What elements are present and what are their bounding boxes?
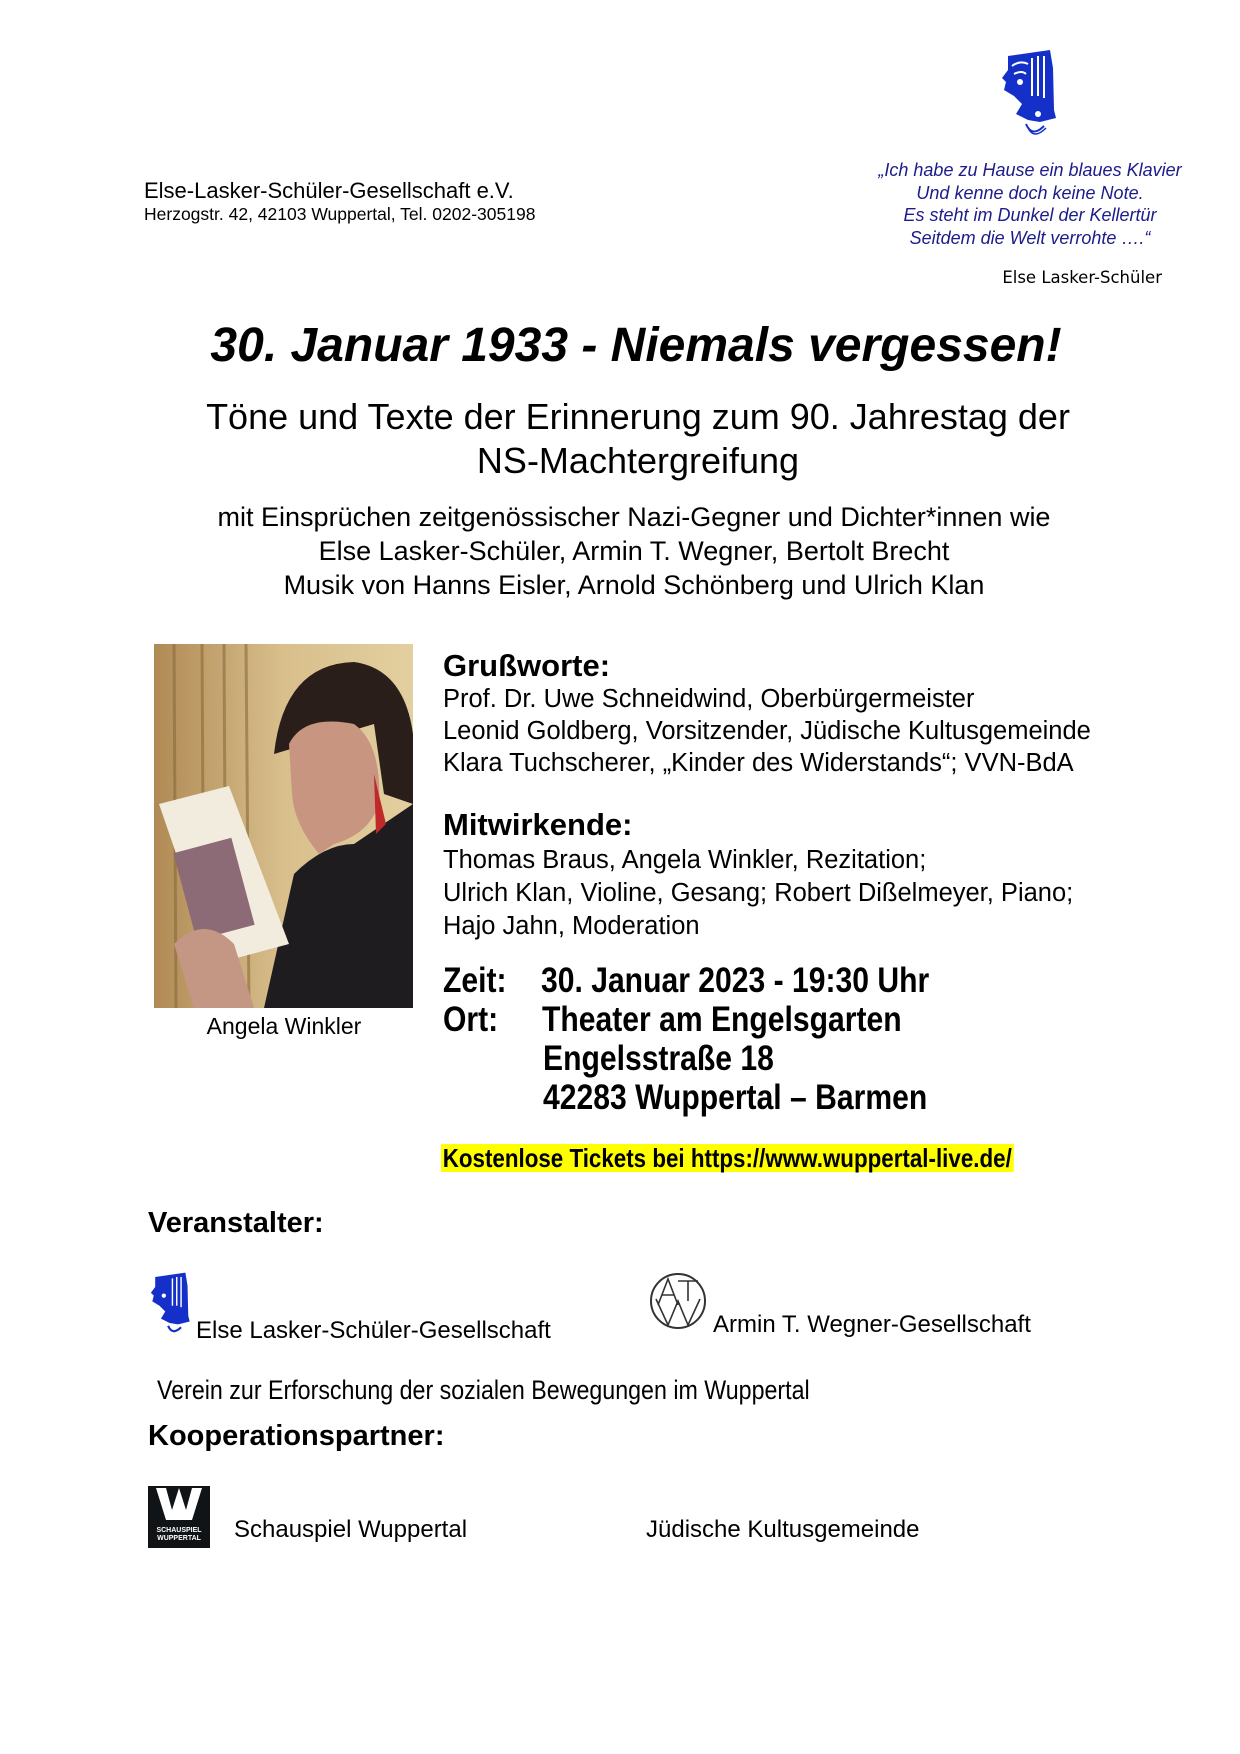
grussworte-heading: Grußworte: (443, 648, 611, 683)
place-line: Engelsstraße 18 (543, 1039, 774, 1078)
angela-winkler-photo (154, 644, 413, 1008)
logo-text: SCHAUSPIEL (156, 1527, 202, 1534)
quote-line: Es steht im Dunkel der Kellertür (903, 205, 1157, 225)
place-line: Theater am Engelsgarten (542, 1000, 902, 1039)
mitwirkende-line: Ulrich Klan, Violine, Gesang; Robert Dißelmeyer, Piano; (443, 879, 1074, 907)
partner-schauspiel: Schauspiel Wuppertal (234, 1516, 468, 1543)
intro-line: mit Einsprüchen zeitgenössischer Nazi-Gegner und Dichter*innen wie (217, 502, 1051, 532)
schauspiel-wuppertal-logo (148, 1486, 210, 1548)
grussworte-line: Klara Tuchscherer, „Kinder des Widerstands“; VVN-BdA (443, 749, 1074, 777)
organizer-verein: Verein zur Erforschung der sozialen Bewegungen im Wuppertal (157, 1375, 810, 1405)
time-label: Zeit: (443, 961, 507, 1000)
organizer-atw: Armin T. Wegner-Gesellschaft (713, 1311, 1031, 1338)
mitwirkende-heading: Mitwirkende: (443, 807, 633, 842)
subtitle-line: NS-Machtergreifung (476, 440, 800, 481)
quote-line: „Ich habe zu Hause ein blaues Klavier (878, 160, 1182, 180)
mitwirkende-line: Hajo Jahn, Moderation (443, 912, 700, 940)
tickets-link[interactable]: Kostenlose Tickets bei https://www.wuppertal-live.de/ (442, 1143, 1012, 1173)
quote-line: Seitdem die Welt verrohte ….“ (909, 228, 1151, 248)
quote-line: Und kenne doch keine Note. (916, 183, 1144, 203)
else-lasker-schueler-small-logo-icon (148, 1270, 194, 1340)
place-line: 42283 Wuppertal – Barmen (543, 1078, 928, 1117)
else-lasker-schueler-logo-icon (998, 48, 1062, 142)
time-value: 30. Januar 2023 - 19:30 Uhr (541, 961, 930, 1000)
grussworte-line: Prof. Dr. Uwe Schneidwind, Oberbürgermeister (443, 685, 975, 713)
place-label: Ort: (443, 1000, 499, 1039)
org-address: Herzogstr. 42, 42103 Wuppertal, Tel. 0202-305198 (144, 204, 536, 224)
photo-caption: Angela Winkler (206, 1013, 362, 1039)
subtitle-line: Töne und Texte der Erinnerung zum 90. Jahrestag der (206, 396, 1070, 437)
partner-juedische-kultusgemeinde: Jüdische Kultusgemeinde (646, 1516, 920, 1543)
intro-line: Else Lasker-Schüler, Armin T. Wegner, Bertolt Brecht (318, 536, 950, 566)
w-logo-icon (156, 1488, 202, 1520)
quote-author: Else Lasker-Schüler (1002, 268, 1162, 287)
partners-heading: Kooperationspartner: (148, 1420, 445, 1452)
logo-text: WUPPERTAL (157, 1535, 201, 1542)
org-name: Else-Lasker-Schüler-Gesellschaft e.V. (144, 178, 514, 203)
mitwirkende-line: Thomas Braus, Angela Winkler, Rezitation; (443, 846, 927, 874)
armin-t-wegner-logo-icon (648, 1271, 708, 1331)
organizer-els: Else Lasker-Schüler-Gesellschaft (196, 1317, 551, 1344)
grussworte-line: Leonid Goldberg, Vorsitzender, Jüdische Kultusgemeinde (443, 717, 1091, 745)
organizers-heading: Veranstalter: (148, 1207, 324, 1239)
page-title: 30. Januar 1933 - Niemals vergessen! (210, 319, 1062, 372)
intro-line: Musik von Hanns Eisler, Arnold Schönberg und Ulrich Klan (283, 570, 985, 600)
